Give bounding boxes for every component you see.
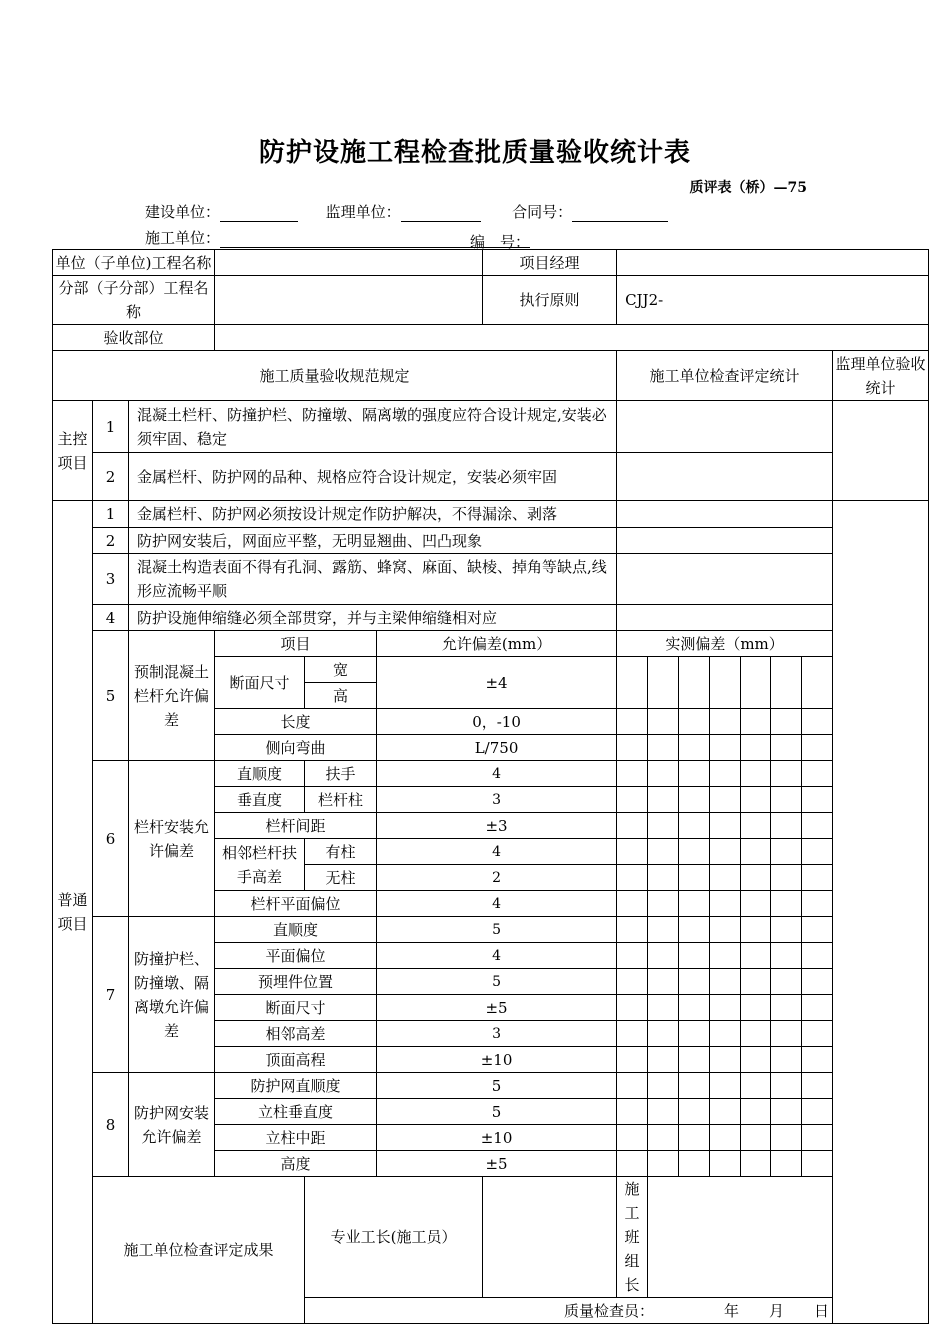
general-row-2 bbox=[53, 528, 929, 554]
g8-row-value: ±5 bbox=[377, 1151, 617, 1177]
g5-width-label: 宽 bbox=[305, 657, 377, 683]
measure-cell[interactable] bbox=[648, 969, 679, 995]
measure-cell[interactable] bbox=[741, 813, 771, 839]
measure-cell[interactable] bbox=[802, 813, 833, 839]
g6-plane-value: 4 bbox=[377, 891, 617, 917]
serial-no-label: 编 号： bbox=[470, 233, 531, 251]
measure-cell[interactable] bbox=[679, 969, 710, 995]
measure-cell[interactable] bbox=[741, 735, 771, 761]
measure-cell[interactable] bbox=[710, 1151, 741, 1177]
main-item-text: 混凝土栏杆、防撞护栏、防撞墩、隔离墩的强度应符合设计规定,安装必须牢固、稳定 bbox=[129, 401, 617, 453]
sub-project-value[interactable] bbox=[215, 276, 483, 325]
general-item-no: 1 bbox=[93, 501, 129, 528]
measure-cell[interactable] bbox=[741, 1099, 771, 1125]
g6-straight-sub: 扶手 bbox=[305, 761, 377, 787]
measure-cell[interactable] bbox=[771, 1125, 802, 1151]
general-item-text: 防护网安装后，网面应平整，无明显翘曲、凹凸现象 bbox=[129, 528, 617, 554]
inspector-label: 质量检查员： bbox=[564, 1301, 655, 1320]
g6-straight-value: 4 bbox=[377, 761, 617, 787]
measure-cell[interactable] bbox=[617, 761, 648, 787]
measure-cell[interactable] bbox=[617, 1151, 648, 1177]
measure-cell[interactable] bbox=[648, 865, 679, 891]
g5-bend-value: L/750 bbox=[377, 735, 617, 761]
measure-cell[interactable] bbox=[617, 1021, 648, 1047]
general-item-eval[interactable] bbox=[617, 554, 833, 605]
measure-cell[interactable] bbox=[648, 943, 679, 969]
measure-cell[interactable] bbox=[617, 917, 648, 943]
measure-cell[interactable] bbox=[679, 839, 710, 865]
measure-cell[interactable] bbox=[710, 995, 741, 1021]
measure-cell[interactable] bbox=[771, 1047, 802, 1073]
measure-cell[interactable] bbox=[741, 839, 771, 865]
measure-cell[interactable] bbox=[617, 891, 648, 917]
g6-adjacent-label: 相邻栏杆扶手高差 bbox=[215, 839, 305, 891]
supervise-unit-label: 监理单位： bbox=[325, 203, 401, 221]
g5-length-value: 0，-10 bbox=[377, 709, 617, 735]
measure-cell[interactable] bbox=[679, 1047, 710, 1073]
measure-cell[interactable] bbox=[617, 1047, 648, 1073]
measure-cell[interactable] bbox=[617, 865, 648, 891]
measure-cell[interactable] bbox=[648, 787, 679, 813]
sub-project-label: 分部（子分部）工程名称 bbox=[53, 276, 215, 325]
measure-cell[interactable] bbox=[617, 787, 648, 813]
measure-cell[interactable] bbox=[710, 917, 741, 943]
measure-cell[interactable] bbox=[679, 735, 710, 761]
measure-cell[interactable] bbox=[771, 1099, 802, 1125]
main-item-supervision[interactable] bbox=[833, 401, 929, 501]
g7-row bbox=[53, 917, 929, 943]
general-item-eval[interactable] bbox=[617, 528, 833, 554]
measure-cell[interactable] bbox=[710, 735, 741, 761]
measure-cell[interactable] bbox=[710, 709, 741, 735]
measure-cell[interactable] bbox=[648, 1073, 679, 1099]
measure-cell[interactable] bbox=[710, 891, 741, 917]
g6-plane-label: 栏杆平面偏位 bbox=[215, 891, 377, 917]
measure-cell[interactable] bbox=[648, 1125, 679, 1151]
measure-cell[interactable] bbox=[741, 865, 771, 891]
measure-cell[interactable] bbox=[802, 1047, 833, 1073]
g5-no: 5 bbox=[93, 631, 129, 761]
team-leader-label: 施工班组长 bbox=[617, 1177, 648, 1298]
measure-cell[interactable] bbox=[802, 995, 833, 1021]
dev-item-header: 项目 bbox=[215, 631, 377, 657]
measure-cell[interactable] bbox=[771, 735, 802, 761]
measure-cell[interactable] bbox=[771, 891, 802, 917]
main-item-no: 1 bbox=[93, 401, 129, 453]
measure-cell[interactable] bbox=[679, 813, 710, 839]
g8-name: 防护网安装允许偏差 bbox=[129, 1073, 215, 1177]
measure-cell[interactable] bbox=[617, 943, 648, 969]
measure-cell[interactable] bbox=[710, 865, 741, 891]
measure-cell[interactable] bbox=[679, 891, 710, 917]
construction-eval-header: 施工单位检查评定统计 bbox=[617, 351, 833, 401]
measure-cell[interactable] bbox=[741, 1151, 771, 1177]
measure-cell[interactable] bbox=[710, 1099, 741, 1125]
general-item-text: 混凝土构造表面不得有孔洞、露筋、蜂窝、麻面、缺棱、掉角等缺点,线形应流畅平顺 bbox=[129, 554, 617, 605]
measure-cell[interactable] bbox=[741, 891, 771, 917]
general-item-eval[interactable] bbox=[617, 605, 833, 631]
measure-cell[interactable] bbox=[710, 969, 741, 995]
measure-cell[interactable] bbox=[679, 709, 710, 735]
main-item-no: 2 bbox=[93, 453, 129, 501]
measure-cell[interactable] bbox=[648, 735, 679, 761]
measure-cell[interactable] bbox=[710, 943, 741, 969]
g6-without-post-label: 无柱 bbox=[305, 865, 377, 891]
g8-row-label: 立柱中距 bbox=[215, 1125, 377, 1151]
measure-cell[interactable] bbox=[679, 787, 710, 813]
inspector-cell[interactable] bbox=[305, 1298, 929, 1324]
measure-cell[interactable] bbox=[710, 1073, 741, 1099]
g6-vertical-label: 垂直度 bbox=[215, 787, 305, 813]
measure-cell[interactable] bbox=[771, 995, 802, 1021]
measure-cell[interactable] bbox=[617, 969, 648, 995]
measure-cell[interactable] bbox=[771, 657, 802, 709]
measure-cell[interactable] bbox=[741, 709, 771, 735]
g7-row-value: 3 bbox=[377, 1021, 617, 1047]
g7-row-label: 预埋件位置 bbox=[215, 969, 377, 995]
measure-cell[interactable] bbox=[741, 943, 771, 969]
g5-length-label: 长度 bbox=[215, 709, 377, 735]
measure-cell[interactable] bbox=[802, 943, 833, 969]
measure-cell[interactable] bbox=[741, 1047, 771, 1073]
project-manager-label: 项目经理 bbox=[483, 250, 617, 276]
g6-straight-row bbox=[53, 761, 929, 787]
measure-cell[interactable] bbox=[648, 1099, 679, 1125]
measure-cell[interactable] bbox=[617, 813, 648, 839]
supervise-unit-field[interactable] bbox=[401, 205, 481, 222]
measure-cell[interactable] bbox=[771, 813, 802, 839]
measure-cell[interactable] bbox=[710, 1047, 741, 1073]
measure-cell[interactable] bbox=[741, 995, 771, 1021]
general-item-text: 防护设施伸缩缝必须全部贯穿，并与主梁伸缩缝相对应 bbox=[129, 605, 617, 631]
g6-no: 6 bbox=[93, 761, 129, 917]
g8-row-value: 5 bbox=[377, 1073, 617, 1099]
general-item-no: 3 bbox=[93, 554, 129, 605]
spec-column-header: 施工质量验收规范规定 bbox=[53, 351, 617, 401]
main-item-eval[interactable] bbox=[617, 453, 833, 501]
measure-cell[interactable] bbox=[617, 657, 648, 709]
main-control-label: 主控项目 bbox=[53, 401, 93, 501]
measure-cell[interactable] bbox=[802, 1099, 833, 1125]
unit-project-value[interactable] bbox=[215, 250, 483, 276]
measure-cell[interactable] bbox=[710, 657, 741, 709]
g7-row-value: ±10 bbox=[377, 1047, 617, 1073]
measure-cell[interactable] bbox=[648, 657, 679, 709]
measure-cell[interactable] bbox=[802, 1125, 833, 1151]
measure-cell[interactable] bbox=[771, 839, 802, 865]
measure-cell[interactable] bbox=[741, 761, 771, 787]
g6-with-post-label: 有柱 bbox=[305, 839, 377, 865]
g7-row-value: 5 bbox=[377, 969, 617, 995]
measure-cell[interactable] bbox=[802, 761, 833, 787]
measure-cell[interactable] bbox=[802, 865, 833, 891]
measure-cell[interactable] bbox=[802, 891, 833, 917]
measure-cell[interactable] bbox=[679, 1073, 710, 1099]
g5-section-label: 断面尺寸 bbox=[215, 657, 305, 709]
g8-row-label: 防护网直顺度 bbox=[215, 1073, 377, 1099]
measure-cell[interactable] bbox=[771, 969, 802, 995]
g5-header-row bbox=[53, 631, 929, 657]
construction-unit-label: 施工单位： bbox=[145, 229, 221, 247]
measure-cell[interactable] bbox=[771, 943, 802, 969]
measure-cell[interactable] bbox=[741, 1021, 771, 1047]
g6-vertical-value: 3 bbox=[377, 787, 617, 813]
build-unit-field[interactable] bbox=[220, 205, 298, 222]
result-label: 施工单位检查评定成果 bbox=[93, 1177, 305, 1324]
general-row-1 bbox=[53, 501, 929, 528]
measure-cell[interactable] bbox=[741, 1125, 771, 1151]
measure-cell[interactable] bbox=[771, 1151, 802, 1177]
inspection-table bbox=[52, 249, 929, 1324]
g5-height-label: 高 bbox=[305, 683, 377, 709]
measure-cell[interactable] bbox=[741, 787, 771, 813]
measure-cell[interactable] bbox=[710, 761, 741, 787]
measure-cell[interactable] bbox=[802, 735, 833, 761]
header-line-2 bbox=[145, 227, 531, 251]
measure-cell[interactable] bbox=[679, 865, 710, 891]
measure-cell[interactable] bbox=[771, 709, 802, 735]
g7-row-value: 5 bbox=[377, 917, 617, 943]
info-row-unit bbox=[53, 250, 929, 276]
main-item-eval[interactable] bbox=[617, 401, 833, 453]
general-item-eval[interactable] bbox=[617, 501, 833, 528]
measure-cell[interactable] bbox=[648, 839, 679, 865]
g7-no: 7 bbox=[93, 917, 129, 1073]
g7-row-label: 顶面高程 bbox=[215, 1047, 377, 1073]
measure-cell[interactable] bbox=[802, 1073, 833, 1099]
exec-standard-label: 执行原则 bbox=[483, 276, 617, 325]
measure-cell[interactable] bbox=[802, 1021, 833, 1047]
g6-name: 栏杆安装允许偏差 bbox=[129, 761, 215, 917]
g7-row-label: 断面尺寸 bbox=[215, 995, 377, 1021]
measure-cell[interactable] bbox=[771, 1021, 802, 1047]
supervision-accept-header: 监理单位验收统计 bbox=[833, 351, 929, 401]
general-row-3 bbox=[53, 554, 929, 605]
g6-without-post-value: 2 bbox=[377, 865, 617, 891]
measure-cell[interactable] bbox=[802, 1151, 833, 1177]
measure-cell[interactable] bbox=[710, 813, 741, 839]
date-label: 年 月 日 bbox=[724, 1301, 830, 1320]
measure-cell[interactable] bbox=[679, 761, 710, 787]
dev-allow-header: 允许偏差(mm） bbox=[377, 631, 617, 657]
build-unit-label: 建设单位： bbox=[145, 203, 221, 221]
measure-cell[interactable] bbox=[617, 1125, 648, 1151]
g7-row-label: 相邻高差 bbox=[215, 1021, 377, 1047]
measure-cell[interactable] bbox=[802, 969, 833, 995]
measure-cell[interactable] bbox=[648, 813, 679, 839]
main-item-text: 金属栏杆、防护网的品种、规格应符合设计规定，安装必须牢固 bbox=[129, 453, 617, 501]
measure-cell[interactable] bbox=[741, 657, 771, 709]
measure-cell[interactable] bbox=[617, 995, 648, 1021]
g6-straight-label: 直顺度 bbox=[215, 761, 305, 787]
measure-cell[interactable] bbox=[617, 839, 648, 865]
measure-cell[interactable] bbox=[648, 891, 679, 917]
project-manager-value[interactable] bbox=[617, 250, 929, 276]
measure-cell[interactable] bbox=[771, 917, 802, 943]
measure-cell[interactable] bbox=[710, 839, 741, 865]
measure-cell[interactable] bbox=[679, 1021, 710, 1047]
measure-cell[interactable] bbox=[771, 865, 802, 891]
g6-with-post-value: 4 bbox=[377, 839, 617, 865]
contract-no-label: 合同号： bbox=[512, 203, 573, 221]
foreman-value[interactable] bbox=[483, 1177, 617, 1298]
g8-row-label: 立柱垂直度 bbox=[215, 1099, 377, 1125]
measure-cell[interactable] bbox=[679, 917, 710, 943]
dev-measured-header: 实测偏差（mm） bbox=[617, 631, 833, 657]
g6-spacing-value: ±3 bbox=[377, 813, 617, 839]
measure-cell[interactable] bbox=[679, 943, 710, 969]
measure-cell[interactable] bbox=[710, 1021, 741, 1047]
measure-cell[interactable] bbox=[741, 1073, 771, 1099]
g6-spacing-label: 栏杆间距 bbox=[215, 813, 377, 839]
measure-cell[interactable] bbox=[648, 917, 679, 943]
g5-bend-label: 侧向弯曲 bbox=[215, 735, 377, 761]
measure-cell[interactable] bbox=[710, 1125, 741, 1151]
g7-row-value: ±5 bbox=[377, 995, 617, 1021]
g7-row-label: 直顺度 bbox=[215, 917, 377, 943]
acceptance-part-value[interactable] bbox=[215, 325, 929, 351]
form-code: 质评表（桥）—75 bbox=[689, 180, 807, 196]
g7-row-value: 4 bbox=[377, 943, 617, 969]
measure-cell[interactable] bbox=[617, 1099, 648, 1125]
main-control-row-1 bbox=[53, 401, 929, 453]
general-item-no: 4 bbox=[93, 605, 129, 631]
measure-cell[interactable] bbox=[679, 1125, 710, 1151]
column-header-row bbox=[53, 351, 929, 401]
foreman-label: 专业工长(施工员） bbox=[305, 1177, 483, 1298]
contract-no-field[interactable] bbox=[572, 205, 668, 222]
g8-row-value: ±10 bbox=[377, 1125, 617, 1151]
g8-no: 8 bbox=[93, 1073, 129, 1177]
measure-cell[interactable] bbox=[771, 787, 802, 813]
header-line-1 bbox=[145, 201, 668, 222]
g8-row bbox=[53, 1073, 929, 1099]
g8-row-value: 5 bbox=[377, 1099, 617, 1125]
measure-cell[interactable] bbox=[648, 995, 679, 1021]
measure-cell[interactable] bbox=[679, 995, 710, 1021]
measure-cell[interactable] bbox=[648, 1021, 679, 1047]
measure-cell[interactable] bbox=[679, 1099, 710, 1125]
g5-name: 预制混凝土栏杆允许偏差 bbox=[129, 631, 215, 761]
measure-cell[interactable] bbox=[648, 1047, 679, 1073]
measure-cell[interactable] bbox=[648, 1151, 679, 1177]
construction-unit-field[interactable] bbox=[220, 231, 470, 248]
exec-standard-value: CJJ2- bbox=[617, 276, 929, 325]
g8-row-label: 高度 bbox=[215, 1151, 377, 1177]
measure-cell[interactable] bbox=[802, 917, 833, 943]
measure-cell[interactable] bbox=[771, 1073, 802, 1099]
general-item-no: 2 bbox=[93, 528, 129, 554]
measure-cell[interactable] bbox=[802, 787, 833, 813]
measure-cell[interactable] bbox=[741, 969, 771, 995]
measure-cell[interactable] bbox=[802, 839, 833, 865]
info-row-subproject bbox=[53, 276, 929, 325]
team-leader-value[interactable] bbox=[648, 1177, 929, 1298]
g7-name: 防撞护栏、防撞墩、隔离墩允许偏差 bbox=[129, 917, 215, 1073]
measure-cell[interactable] bbox=[617, 735, 648, 761]
unit-project-label: 单位（子单位)工程名称 bbox=[53, 250, 215, 276]
measure-cell[interactable] bbox=[741, 917, 771, 943]
measure-cell[interactable] bbox=[617, 709, 648, 735]
acceptance-part-label: 验收部位 bbox=[53, 325, 215, 351]
general-row-4 bbox=[53, 605, 929, 631]
measure-cell[interactable] bbox=[802, 709, 833, 735]
measure-cell[interactable] bbox=[710, 787, 741, 813]
g6-vertical-sub: 栏杆柱 bbox=[305, 787, 377, 813]
footer-row-1 bbox=[53, 1177, 929, 1298]
info-row-part bbox=[53, 325, 929, 351]
measure-cell[interactable] bbox=[679, 1151, 710, 1177]
measure-cell[interactable] bbox=[648, 761, 679, 787]
general-item-text: 金属栏杆、防护网必须按设计规定作防护解决，不得漏涂、剥落 bbox=[129, 501, 617, 528]
measure-cell[interactable] bbox=[648, 709, 679, 735]
main-control-row-2 bbox=[53, 453, 929, 501]
measure-cell[interactable] bbox=[802, 657, 833, 709]
measure-cell[interactable] bbox=[617, 1073, 648, 1099]
page-title: 防护设施工程检查批质量验收统计表 bbox=[258, 138, 691, 168]
measure-cell[interactable] bbox=[679, 657, 710, 709]
g7-row-label: 平面偏位 bbox=[215, 943, 377, 969]
measure-cell[interactable] bbox=[771, 761, 802, 787]
general-label: 普通项目 bbox=[53, 501, 93, 1324]
g5-section-value: ±4 bbox=[377, 657, 617, 709]
